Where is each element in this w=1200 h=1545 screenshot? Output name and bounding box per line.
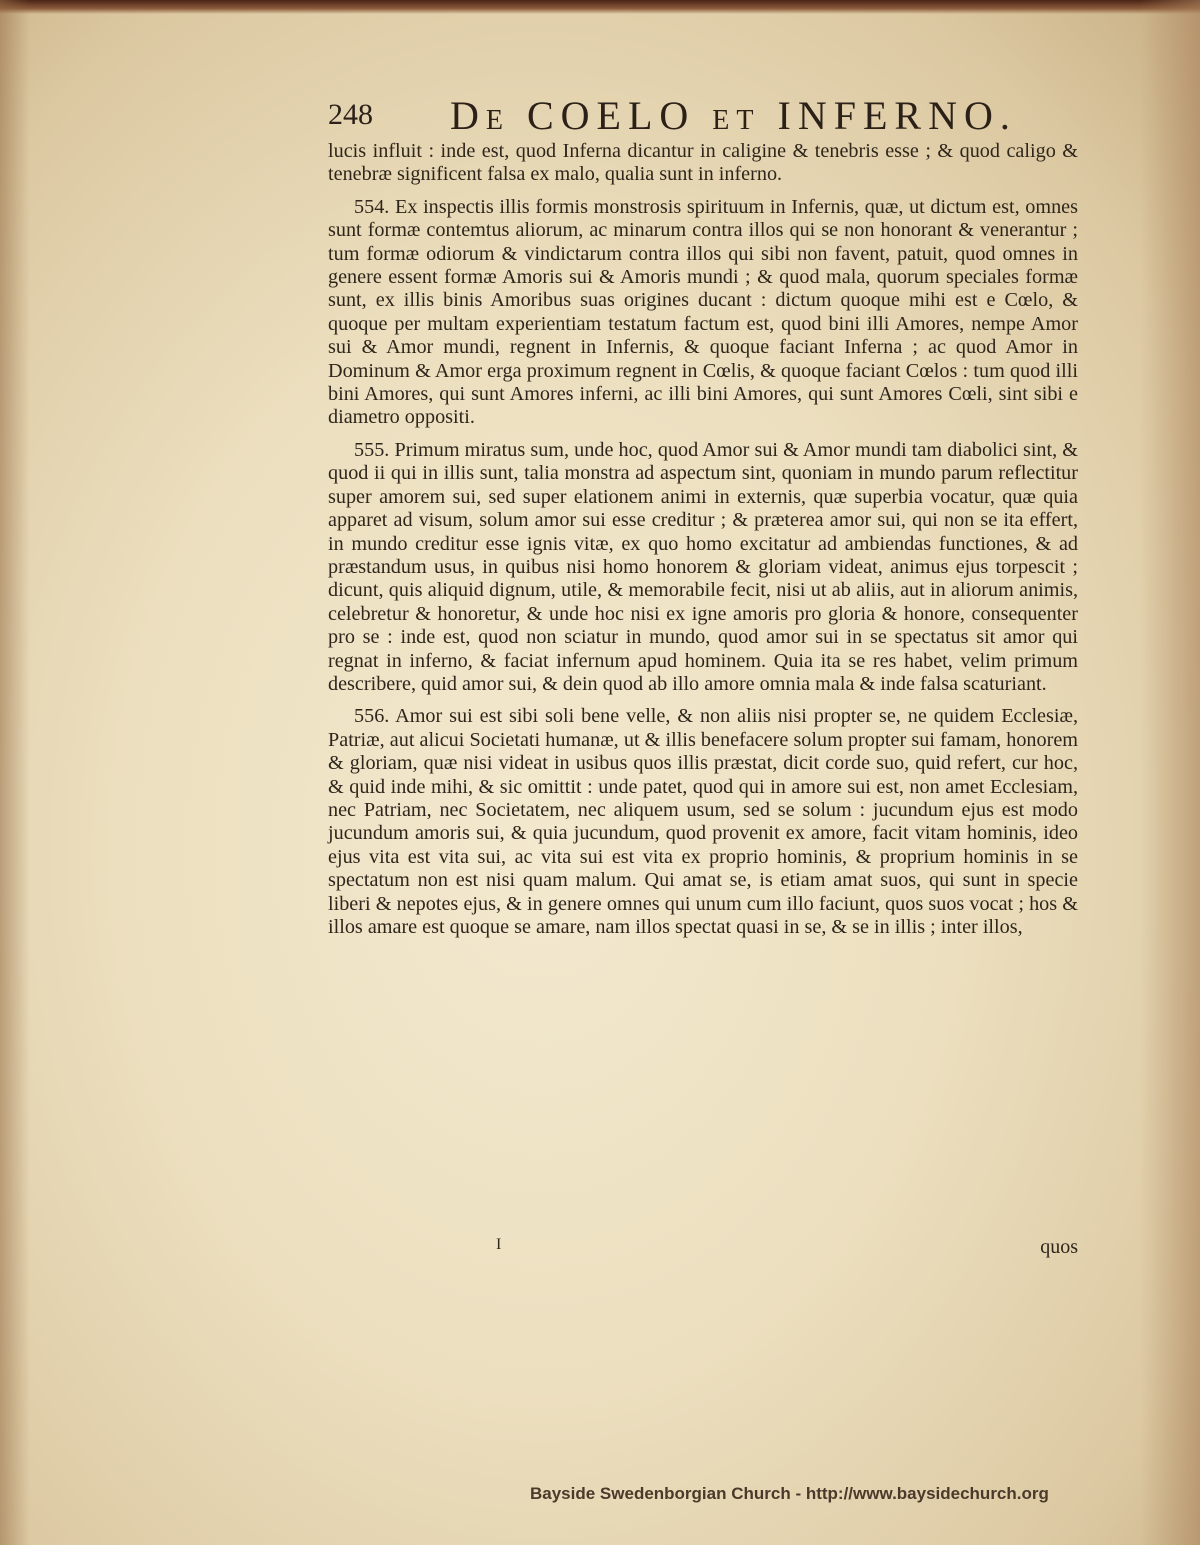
page-number: 248	[328, 98, 373, 131]
paragraph-number: 556.	[354, 705, 390, 728]
paragraph-text: Primum miratus sum, unde hoc, quod Amor sui & Amor mundi tam diabolici sint, & quod ii qui in illis sunt, talia monstra ad aspectum sint, quoniam in mundo parum reflectitur super amorem sui, sed super elationem animi in externis, quæ superbia vocatur, quæ quia apparet ad visum, solum amor sui esse creditur ; & præterea amor sui, qui non se ita effert, in mundo creditur esse ignis vitæ, ex quo homo excitatur ad ambiendas functiones, & ad præstandum usus, in quibus nisi homo honorem & gloriam videat, animus ejus torpescit ; dicunt, quis aliquid dignum, utile, & memorabile fecit, nisi ut ab aliis, aut in aliorum animis, celebretur & honoretur, & unde hoc nisi ex igne amoris pro gloria & honore, consequenter pro se : inde est, quod non sciatur in mundo, quod amor sui in se spectatus sit amor qui regnat in inferno, & faciat infernum apud hominem. Quia ita se res habet, velim primum describere, quid amor sui, & dein quod ab illo amore omnia mala & inde falsa scaturiant.	[328, 438, 1079, 695]
signature-mark: I	[496, 1236, 502, 1253]
paragraph-555	[328, 439, 1078, 696]
paragraph-text: Ex inspectis illis formis monstrosis spirituum in Infernis, quæ, ut dictum est, omnes sunt formæ contemtus aliorum, ac minarum contra illos qui se non honorant & venerantur ; tum formæ odiorum & vindictarum contra illos qui sibi non favent, patuit, quod omnes in genere essent formæ Amoris sui & Amoris mundi ; & quod mala, quorum speciales formæ sunt, ex illis binis Amoribus suas origines ducant : dictum quoque mihi est e Cœlo, & quoque per multam experientiam testatum factum est, quod bini illi Amores, nempe Amor sui & Amor mundi, regnent in Infernis, & quoque faciant Inferna ; ac quod Amor in Dominum & Amor erga proximum regnent in Cœlis, & quoque faciant Cœlos : tum quod illi bini Amores, qui sunt Amores inferni, ac illi bini Amores, qui sunt Amores Cœli, sint sibi e diametro oppositi.	[328, 195, 1078, 429]
paragraph-556	[328, 705, 1078, 939]
catchword: quos	[1040, 1236, 1078, 1258]
page-header	[328, 92, 1088, 142]
paragraph-number: 555.	[354, 438, 390, 461]
paragraph-text: lucis influit : inde est, quod Inferna dicantur in caligine & tenebris esse ; & quod caligo & tenebræ significent falsa ex malo, qualia sunt in inferno.	[328, 140, 1078, 186]
paragraph-554	[328, 196, 1078, 430]
page-left-shadow	[0, 0, 30, 1545]
paragraph-text: Amor sui est sibi soli bene velle, & non aliis nisi propter se, ne quidem Ecclesiæ, Patriæ, aut alicui Societati humanæ, ut & illis benefacere solum propter sui famam, honorem & gloriam, quæ nisi videat in usibus quos illis præstat, dicit corde suo, quid refert, cur hoc, & quid inde mihi, & sic omittit : unde patet, quod qui in amore sui est, non amet Ecclesiam, nec Patriam, nec Societatem, nec aliquem usum, sed se solum : jucundum ejus est modo jucundum amoris sui, & quia jucundum, quod provenit ex amore, facit vitam hominis, ideo ejus vita est vita sui, ac vita sui est vita ex proprio hominis, & proprium hominis in se spectatum non est nisi quam malum. Qui amat se, is etiam amat suos, qui sunt in specie liberi & nepotes ejus, & in genere omnes qui unum cum illo faciunt, quos suos vocat ; hos & illos amare est quoque se amare, nam illos spectat quasi in se, & se in illis ; inter illos,	[328, 705, 1078, 938]
running-title: De COELO et INFERNO.	[450, 93, 1017, 138]
page-footer	[328, 1236, 1078, 1266]
page-right-shadow	[1140, 0, 1200, 1545]
watermark: Bayside Swedenborgian Church - http://www.baysidechurch.org	[530, 1484, 1049, 1503]
paragraph-continued	[328, 140, 1078, 187]
paragraph-number: 554.	[354, 195, 390, 218]
body-text	[328, 140, 1078, 939]
book-top-edge	[0, 0, 1200, 14]
